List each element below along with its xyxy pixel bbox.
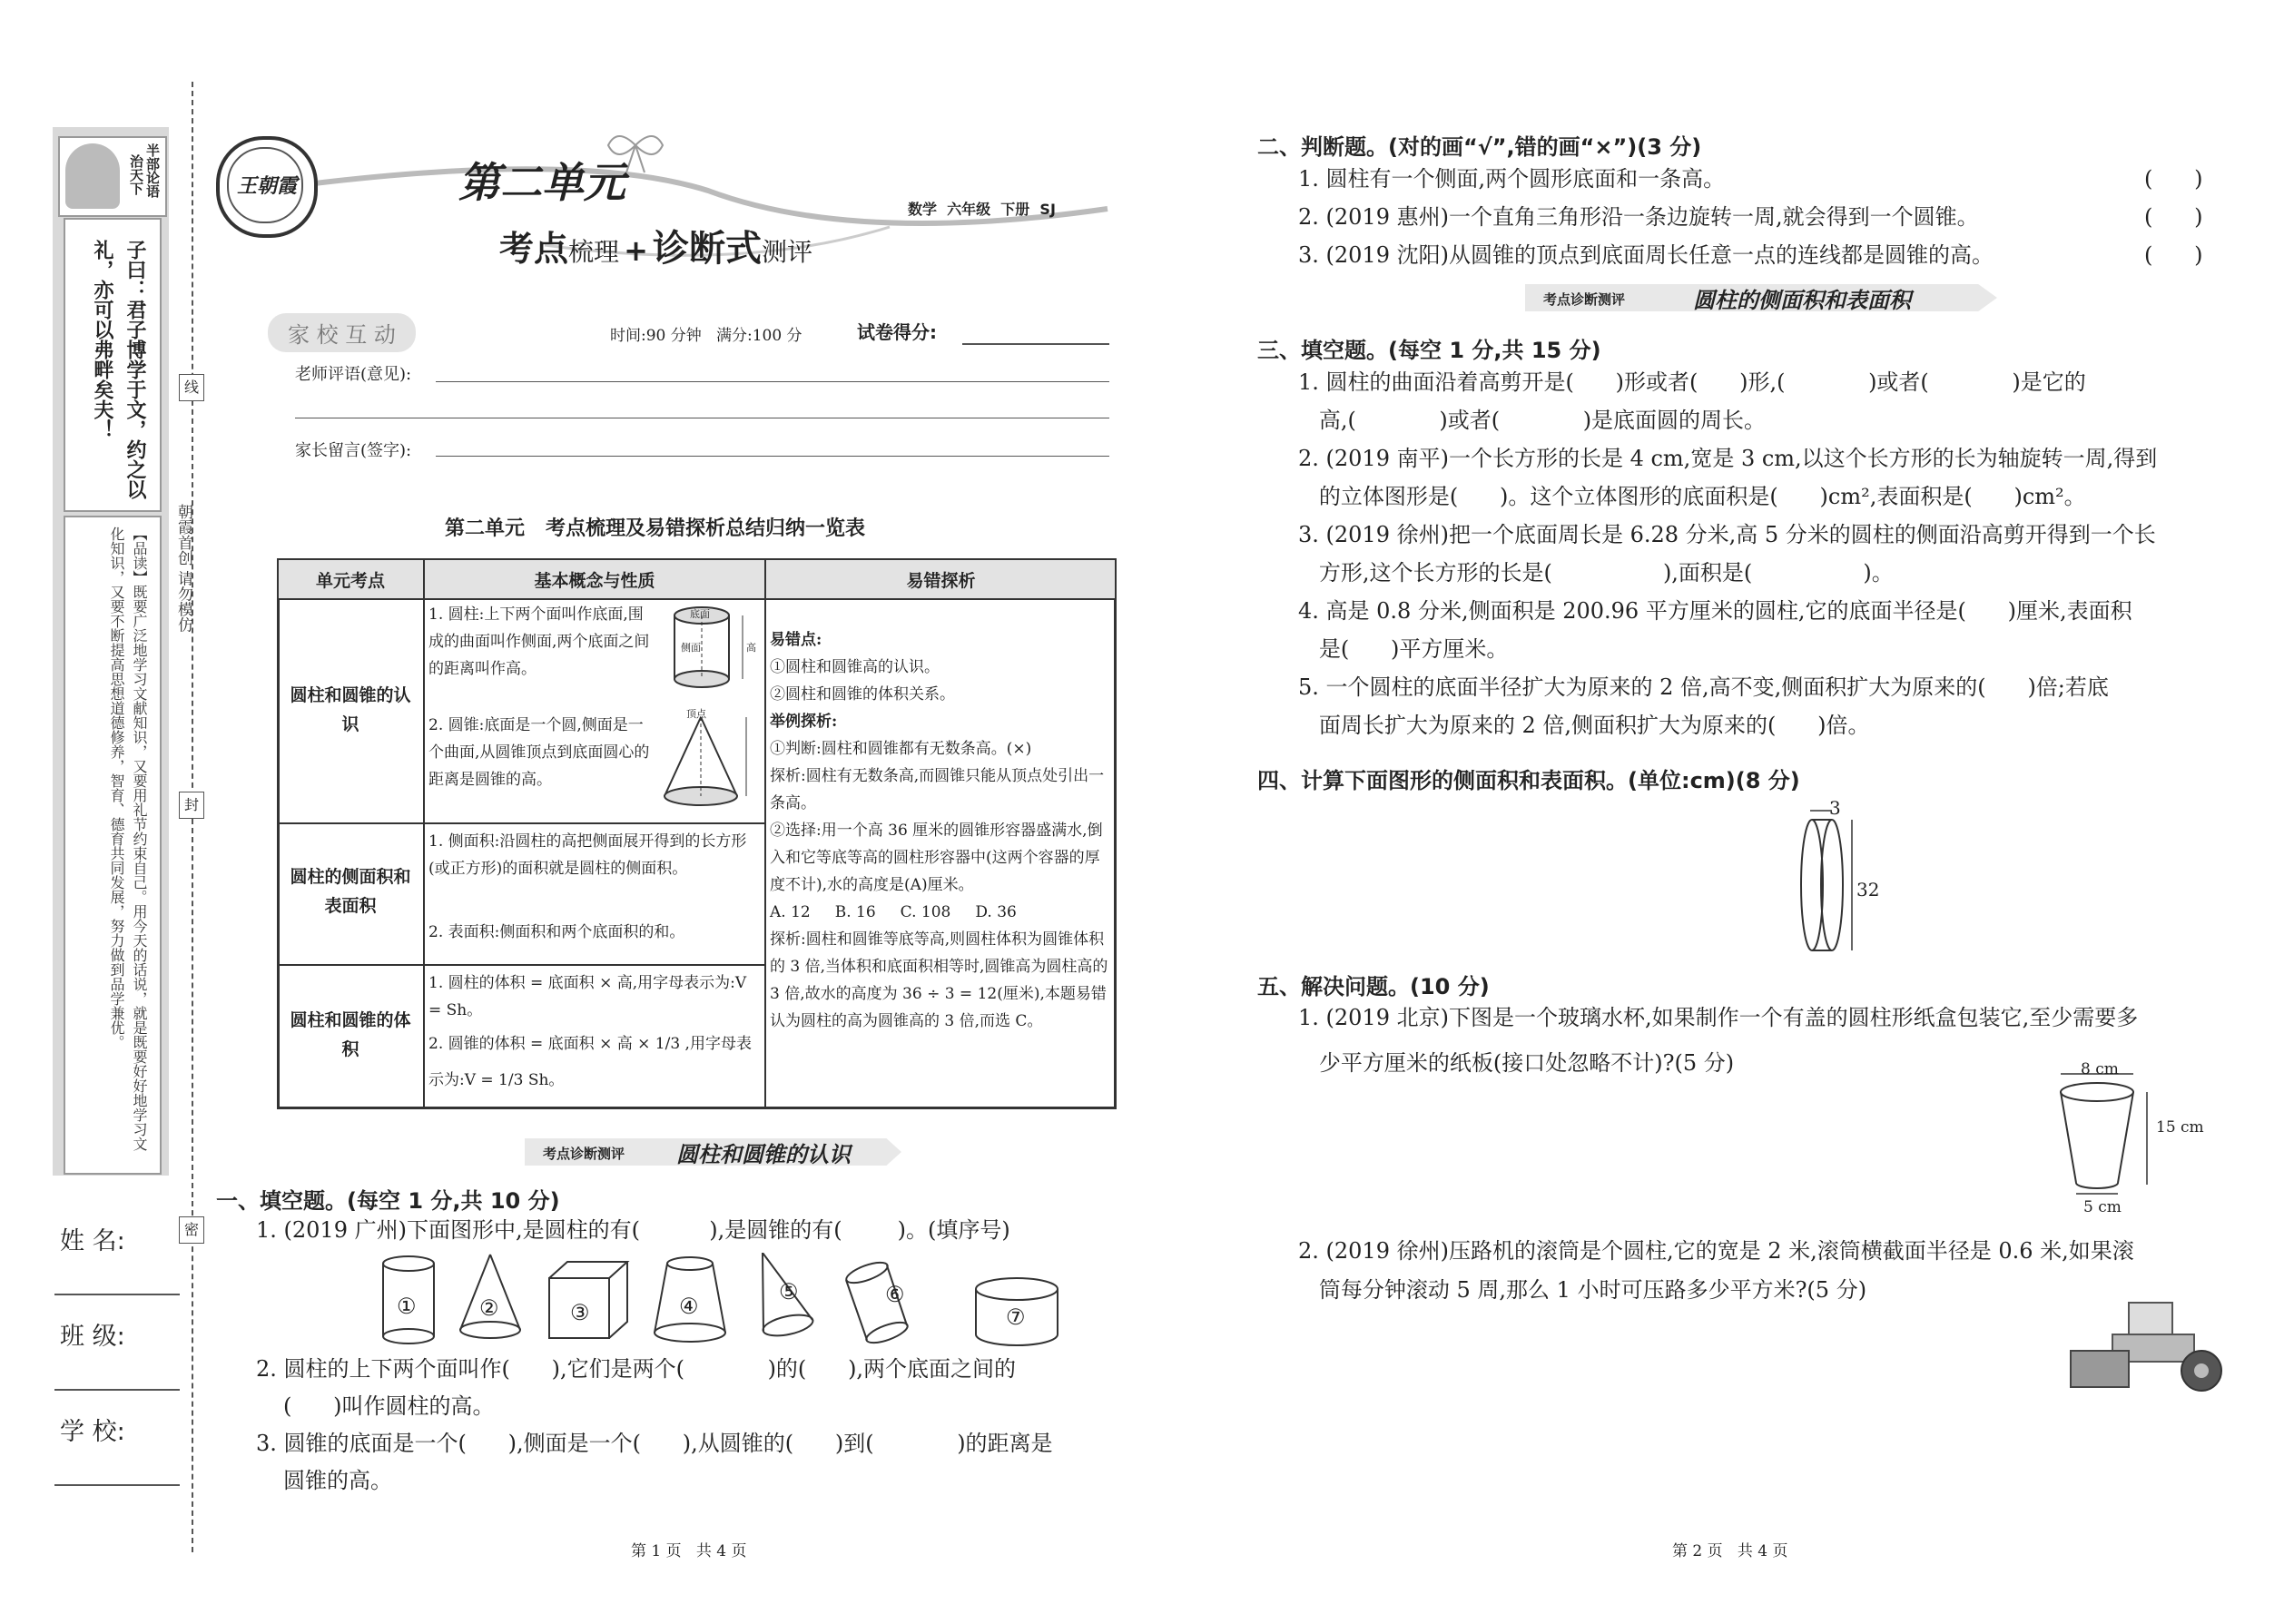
s3-line: 5. 一个圆柱的底面半径扩大为原来的 2 倍,高不变,侧面积扩大为原来的( )倍;若底 [1298,674,2109,700]
label-dimian: 底面 [690,608,710,620]
row-name-1: 圆柱和圆锥的认识 [290,685,411,734]
table-divider [423,558,425,1109]
shape-label-7: ⑦ [1006,1304,1026,1330]
row-name-3: 圆柱和圆锥的体积 [290,1010,411,1059]
cup-bottom-dim: 5 cm [2083,1198,2122,1216]
s3-line: 3. (2019 徐州)把一个底面周长是 6.28 分米,高 5 分米的圆柱的侧面沿高剪开得到一个长 [1298,522,2156,547]
analysis-line: 易错点: [770,631,822,649]
section-3-body [1298,363,2157,744]
s5-q1-line2: 少平方厘米的纸板(接口处忽略不计)?(5 分) [1298,1050,1735,1076]
s2-q3: 3. (2019 沈阳)从圆锥的顶点到底面周长任意一点的连线都是圆锥的高。 [1298,242,1994,268]
cut-mark-xian: 线 [179,374,204,401]
dim-width: 3 [1829,797,1841,819]
s3-line: 面周长扩大为原来的 2 倍,侧面积扩大为原来的( )倍。 [1298,713,1870,738]
analysis-line: 举例探析: [770,713,838,731]
row-name-2: 圆柱的侧面积和表面积 [290,867,411,916]
name-label: 姓 名: [60,1227,125,1255]
s2-q2: 2. (2019 惠州)一个直角三角形沿一条边旋转一周,就会得到一个圆锥。 [1298,204,1979,230]
cup-height-dim: 15 cm [2156,1118,2204,1137]
s3-line: 是( )平方厘米。 [1298,636,1509,662]
banner-1-title: 圆柱和圆锥的认识 [676,1142,851,1167]
analysis-line: A. 12 B. 16 C. 108 D. 36 [770,903,1017,921]
cone-figure [655,710,761,815]
quote-text: 子曰：君子博学于文，约之以礼，亦可以弗畔矣夫！ [91,240,146,499]
name-field[interactable] [54,1294,180,1295]
analysis-line: ①圆柱和圆锥高的认识。 [770,658,940,676]
shape-label-6: ⑥ [885,1282,905,1307]
subtitle [499,220,812,271]
shape-label-3: ③ [570,1300,590,1325]
shape-label-2: ② [479,1295,499,1321]
school-label: 学 校: [60,1418,125,1446]
side-notice: 朝霞首创 请勿模仿 [174,504,192,633]
s3-line: 4. 高是 0.8 分米,侧面积是 200.96 平方厘米的圆柱,它的底面半径是( )厘米,表面积 [1298,598,2132,624]
logo-seal [216,136,318,238]
shape-label-5: ⑤ [779,1279,799,1304]
concept-cylinder: 1. 圆柱:上下两个面叫作底面,围成的曲面叫作侧面,两个底面之间的距离叫作高。 [428,605,650,678]
label-gao: 高 [746,642,756,654]
subtitle-shuli: 梳理 [568,237,620,267]
section-3-heading: 三、填空题。(每空 1 分,共 15 分) [1257,338,1601,363]
analysis-line: ②圆柱和圆锥的体积关系。 [770,685,955,704]
s2-q1-answer[interactable]: ( ) [2144,166,2203,192]
cup-top-dim: 8 cm [2081,1060,2119,1078]
quote-box [64,218,162,512]
concept-vol-cyl: 1. 圆柱的体积 = 底面积 × 高,用字母表示为:V = Sh。 [428,974,747,1019]
subtitle-plus: + [624,233,648,268]
banner-2-tag: 考点诊断测评 [1543,291,1626,308]
s1-q3-line2: 圆锥的高。 [283,1468,392,1493]
s1-q2-line1: 2. 圆柱的上下两个面叫作( ),它们是两个( )的( ),两个底面之间的 [256,1356,1017,1382]
s5-q1-line1: 1. (2019 北京)下图是一个玻璃水杯,如果制作一个有盖的圆柱形纸盒包装它,至少需要多 [1298,1005,2139,1030]
shape-label-1: ① [397,1294,417,1319]
section-5-heading: 五、解决问题。(10 分) [1257,974,1490,999]
label-dingdian: 顶点 [686,708,706,720]
parent-label: 家长留言(签字): [295,441,412,460]
concept-vol-cone: 2. 圆锥的体积 = 底面积 × 高 × 1/3 ,用字母表示为:V = 1/3 Sh。 [428,1035,752,1089]
analysis-column [770,626,1110,1035]
unit-title: 第二单元 [458,158,625,207]
pindu-text: 【品读】既要广泛地学习文献知识，又要用礼节约束自己。用今天的话说，就是既要好好地学习文化知识，又要不断提高思想道德修养，智育、德育共同发展，努力做到品学兼优。 [108,527,148,1151]
s3-line: 1. 圆柱的曲面沿着高剪开是( )形或者( )形,( )或者( )是它的 [1298,369,2086,395]
s3-line: 方形,这个长方形的长是( ),面积是( )。 [1298,560,1894,586]
brand-stamp [58,136,167,217]
concept-cone: 2. 圆锥:底面是一个圆,侧面是一个曲面,从圆锥顶点到底面圆心的距离是圆锥的高。 [428,716,650,789]
s2-q3-answer[interactable]: ( ) [2144,242,2203,268]
time-info: 时间:90 分钟 满分:100 分 [610,327,802,345]
s3-line: 的立体图形是( )。这个立体图形的底面积是( )cm²,表面积是( )cm²。 [1298,484,2086,509]
col-header-2: 基本概念与性质 [534,571,655,591]
score-label: 试卷得分: [857,321,937,343]
confucius-icon [65,143,120,209]
s2-q2-answer[interactable]: ( ) [2144,204,2203,230]
brand-text-b: 治天下 [128,154,144,195]
s1-q2-line2: ( )叫作圆柱的高。 [283,1393,495,1419]
analysis-line: 探析:圆柱和圆锥等底等高,则圆柱体积为圆锥体积的 3 倍,当体积和底面积相等时,圆锥高为圆柱高的 3 倍,故水的高度为 36 ÷ 3 = 12(厘米),本题易错认为圆柱的高为圆锥高的 3 倍,而选 C。 [770,930,1108,1030]
table-line [277,598,1117,600]
school-field[interactable] [54,1484,180,1486]
s3-line: 高,( )或者( )是底面圆的周长。 [1298,408,1767,433]
shape-label-4: ④ [679,1294,699,1319]
score-field[interactable] [962,343,1109,345]
pindu-box [64,516,162,1175]
brand-text-a: 半部论语 [144,143,161,198]
cut-mark-feng: 封 [179,792,204,819]
parent-field[interactable] [436,456,1109,457]
col-header-3: 易错探析 [906,571,976,591]
s5-q2-line2: 筒每分钟滚动 5 周,那么 1 小时可压路多少平方米?(5 分) [1298,1277,1867,1303]
s5-q2-line1: 2. (2019 徐州)压路机的滚筒是个圆柱,它的宽是 2 米,滚筒横截面半径是 0.6 米,如果滚 [1298,1238,2134,1264]
jiaxiao-badge: 家 校 互 动 [268,313,416,352]
subject-tags: 数学 六年级 下册 SJ [908,201,1056,218]
summary-title: 第二单元 考点梳理及易错探析总结归纳一览表 [445,517,865,540]
class-field[interactable] [54,1389,180,1391]
s2-q1: 1. 圆柱有一个侧面,两个圆形底面和一条高。 [1298,166,1726,192]
col-header-1: 单元考点 [315,571,385,591]
table-line [277,822,765,824]
section-2-heading: 二、判断题。(对的画“√”,错的画“×”)(3 分) [1257,134,1702,160]
section-1-heading: 一、填空题。(每空 1 分,共 10 分) [216,1188,560,1214]
table-line [277,964,765,966]
s3-line: 2. (2019 南平)一个长方形的长是 4 cm,宽是 3 cm,以这个长方形的长为轴旋转一周,得到 [1298,446,2158,471]
label-cemian: 侧面 [681,642,701,654]
banner-2-title: 圆柱的侧面积和表面积 [1693,288,1911,313]
concept-lateral: 1. 侧面积:沿圆柱的高把侧面展开得到的长方形(或正方形)的面积就是圆柱的侧面积。 [428,832,747,878]
footer-left: 第 1 页 共 4 页 [631,1542,747,1560]
road-roller-icon [2065,1289,2229,1393]
subtitle-zhenduan: 诊断式 [653,228,763,270]
banner-1-tag: 考点诊断测评 [543,1146,625,1162]
teacher-label: 老师评语(意见): [295,365,412,384]
analysis-line: ②选择:用一个高 36 厘米的圆锥形容器盛满水,倒入和它等底等高的圆柱形容器中(这两个容器的厚度不计),水的高度是(A)厘米。 [770,822,1103,894]
class-label: 班 级: [60,1323,125,1351]
s1-q1: 1. (2019 广州)下面图形中,是圆柱的有( ),是圆锥的有( )。(填序号) [256,1217,1010,1243]
concept-surface: 2. 表面积:侧面积和两个底面积的和。 [428,923,685,941]
subtitle-ceping: 测评 [762,237,813,267]
analysis-line: ①判断:圆柱和圆锥都有无数条高。(×) [770,740,1032,758]
table-divider [764,558,766,1109]
dim-height: 32 [1856,879,1880,901]
subtitle-kaodian: 考点 [499,229,569,269]
teacher-field[interactable] [436,381,1109,382]
logo-text: 王朝霞 [236,175,297,198]
section-4-heading: 四、计算下面图形的侧面积和表面积。(单位:cm)(8 分) [1257,768,1800,793]
analysis-line: 探析:圆柱有无数条高,而圆锥只能从顶点处引出一条高。 [770,767,1105,812]
s1-q3-line1: 3. 圆锥的底面是一个( ),侧面是一个( ),从圆锥的( )到( )的距离是 [256,1431,1053,1456]
footer-right: 第 2 页 共 4 页 [1672,1542,1788,1560]
cut-mark-mi: 密 [179,1216,204,1244]
